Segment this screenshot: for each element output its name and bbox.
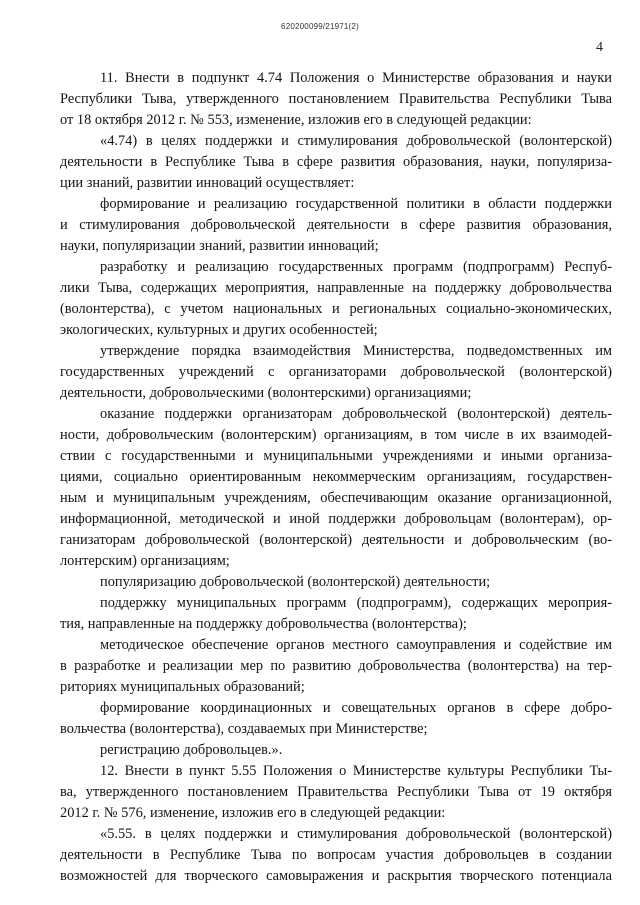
text-line: Республики Тыва, утвержденного постановлением Правительства Республики Тыва xyxy=(60,91,612,107)
text-line: ствии с государственными и муниципальными учреждениями и иными организа- xyxy=(60,448,612,464)
text-line: ганизаторам добровольческой (волонтерской) деятельности и добровольческим (во- xyxy=(60,532,612,548)
text-line: (волонтерства), с учетом национальных и региональных социально-экономических, xyxy=(60,301,612,317)
text-line: ции знаний, развитии инноваций осуществляет: xyxy=(60,175,355,191)
text-line: возможностей для творческого самовыражения и раскрытия творческого потенциала xyxy=(60,868,612,884)
text-line: деятельности, добровольческими (волонтерскими) организациями; xyxy=(60,385,472,401)
text-line: и стимулирования добровольческой деятельности в сфере развития образования, xyxy=(60,217,612,233)
text-line: тия, направленные на поддержку добровольчества (волонтерства); xyxy=(60,616,467,632)
text-line: государственных учреждений с организаторами добровольческой (волонтерской) xyxy=(60,364,612,380)
text-line: методическое обеспечение органов местного самоуправления и содействие им xyxy=(100,637,612,653)
text-line: лонтерским) организациям; xyxy=(60,553,230,569)
text-line: ным и муниципальным учреждениям, обеспечивающим оказание организационной, xyxy=(60,490,612,506)
text-line: утверждение порядка взаимодействия Министерства, подведомственных им xyxy=(100,343,612,359)
text-line: 2012 г. № 576, изменение, изложив его в следующей редакции: xyxy=(60,805,446,821)
text-line: риториях муниципальных образований; xyxy=(60,679,305,695)
text-line: 12. Внести в пункт 5.55 Положения о Министерстве культуры Республики Ты- xyxy=(100,763,612,779)
text-line: вольчества (волонтерства), создаваемых при Министерстве; xyxy=(60,721,428,737)
page-number: 4 xyxy=(596,40,603,55)
text-line: от 18 октября 2012 г. № 553, изменение, изложив его в следующей редакции: xyxy=(60,112,532,128)
document-id: 620200099/21971(2) xyxy=(281,22,359,31)
text-line: ности, добровольческим (волонтерским) организациям, в том числе в их взаимодей- xyxy=(60,427,612,443)
text-line: в разработке и реализации мер по развитию добровольчества (волонтерства) на тер- xyxy=(60,658,612,674)
text-line: экологических, культурных и других особенностей; xyxy=(60,322,378,338)
text-line: регистрацию добровольцев.». xyxy=(100,742,283,758)
text-line: науки, популяризации знаний, развитии инноваций; xyxy=(60,238,379,254)
text-line: деятельности в Республике Тыва по вопросам участия добровольцев в создании xyxy=(60,847,612,863)
text-line: «4.74) в целях поддержки и стимулирования добровольческой (волонтерской) xyxy=(100,133,612,149)
text-line: деятельности в Республике Тыва в сфере развития образования, науки, популяриза- xyxy=(60,154,612,170)
text-line: ва, утвержденного постановлением Правительства Республики Тыва от 19 октября xyxy=(60,784,612,800)
document-body xyxy=(60,68,612,887)
text-line: циями, социально ориентированным некоммерческим организациям, государствен- xyxy=(60,469,612,485)
text-line: информационной, методической и иной поддержки добровольцам (волонтерам), ор- xyxy=(60,511,612,527)
text-line: поддержку муниципальных программ (подпрограмм), содержащих мероприя- xyxy=(100,595,612,611)
text-line: формирование и реализацию государственной политики в области поддержки xyxy=(100,196,612,212)
text-line: популяризацию добровольческой (волонтерской) деятельности; xyxy=(100,574,491,590)
text-line: формирование координационных и совещательных органов в сфере добро- xyxy=(100,700,612,716)
text-line: оказание поддержки организаторам добровольческой (волонтерской) деятель- xyxy=(100,406,612,422)
text-line: «5.55. в целях поддержки и стимулирования добровольческой (волонтерской) xyxy=(100,826,612,842)
text-line: разработку и реализацию государственных программ (подпрограмм) Респуб- xyxy=(100,259,612,275)
text-line: 11. Внести в подпункт 4.74 Положения о Министерстве образования и науки xyxy=(100,70,612,86)
text-line: лики Тыва, содержащих мероприятия, направленные на поддержку добровольчества xyxy=(60,280,612,296)
